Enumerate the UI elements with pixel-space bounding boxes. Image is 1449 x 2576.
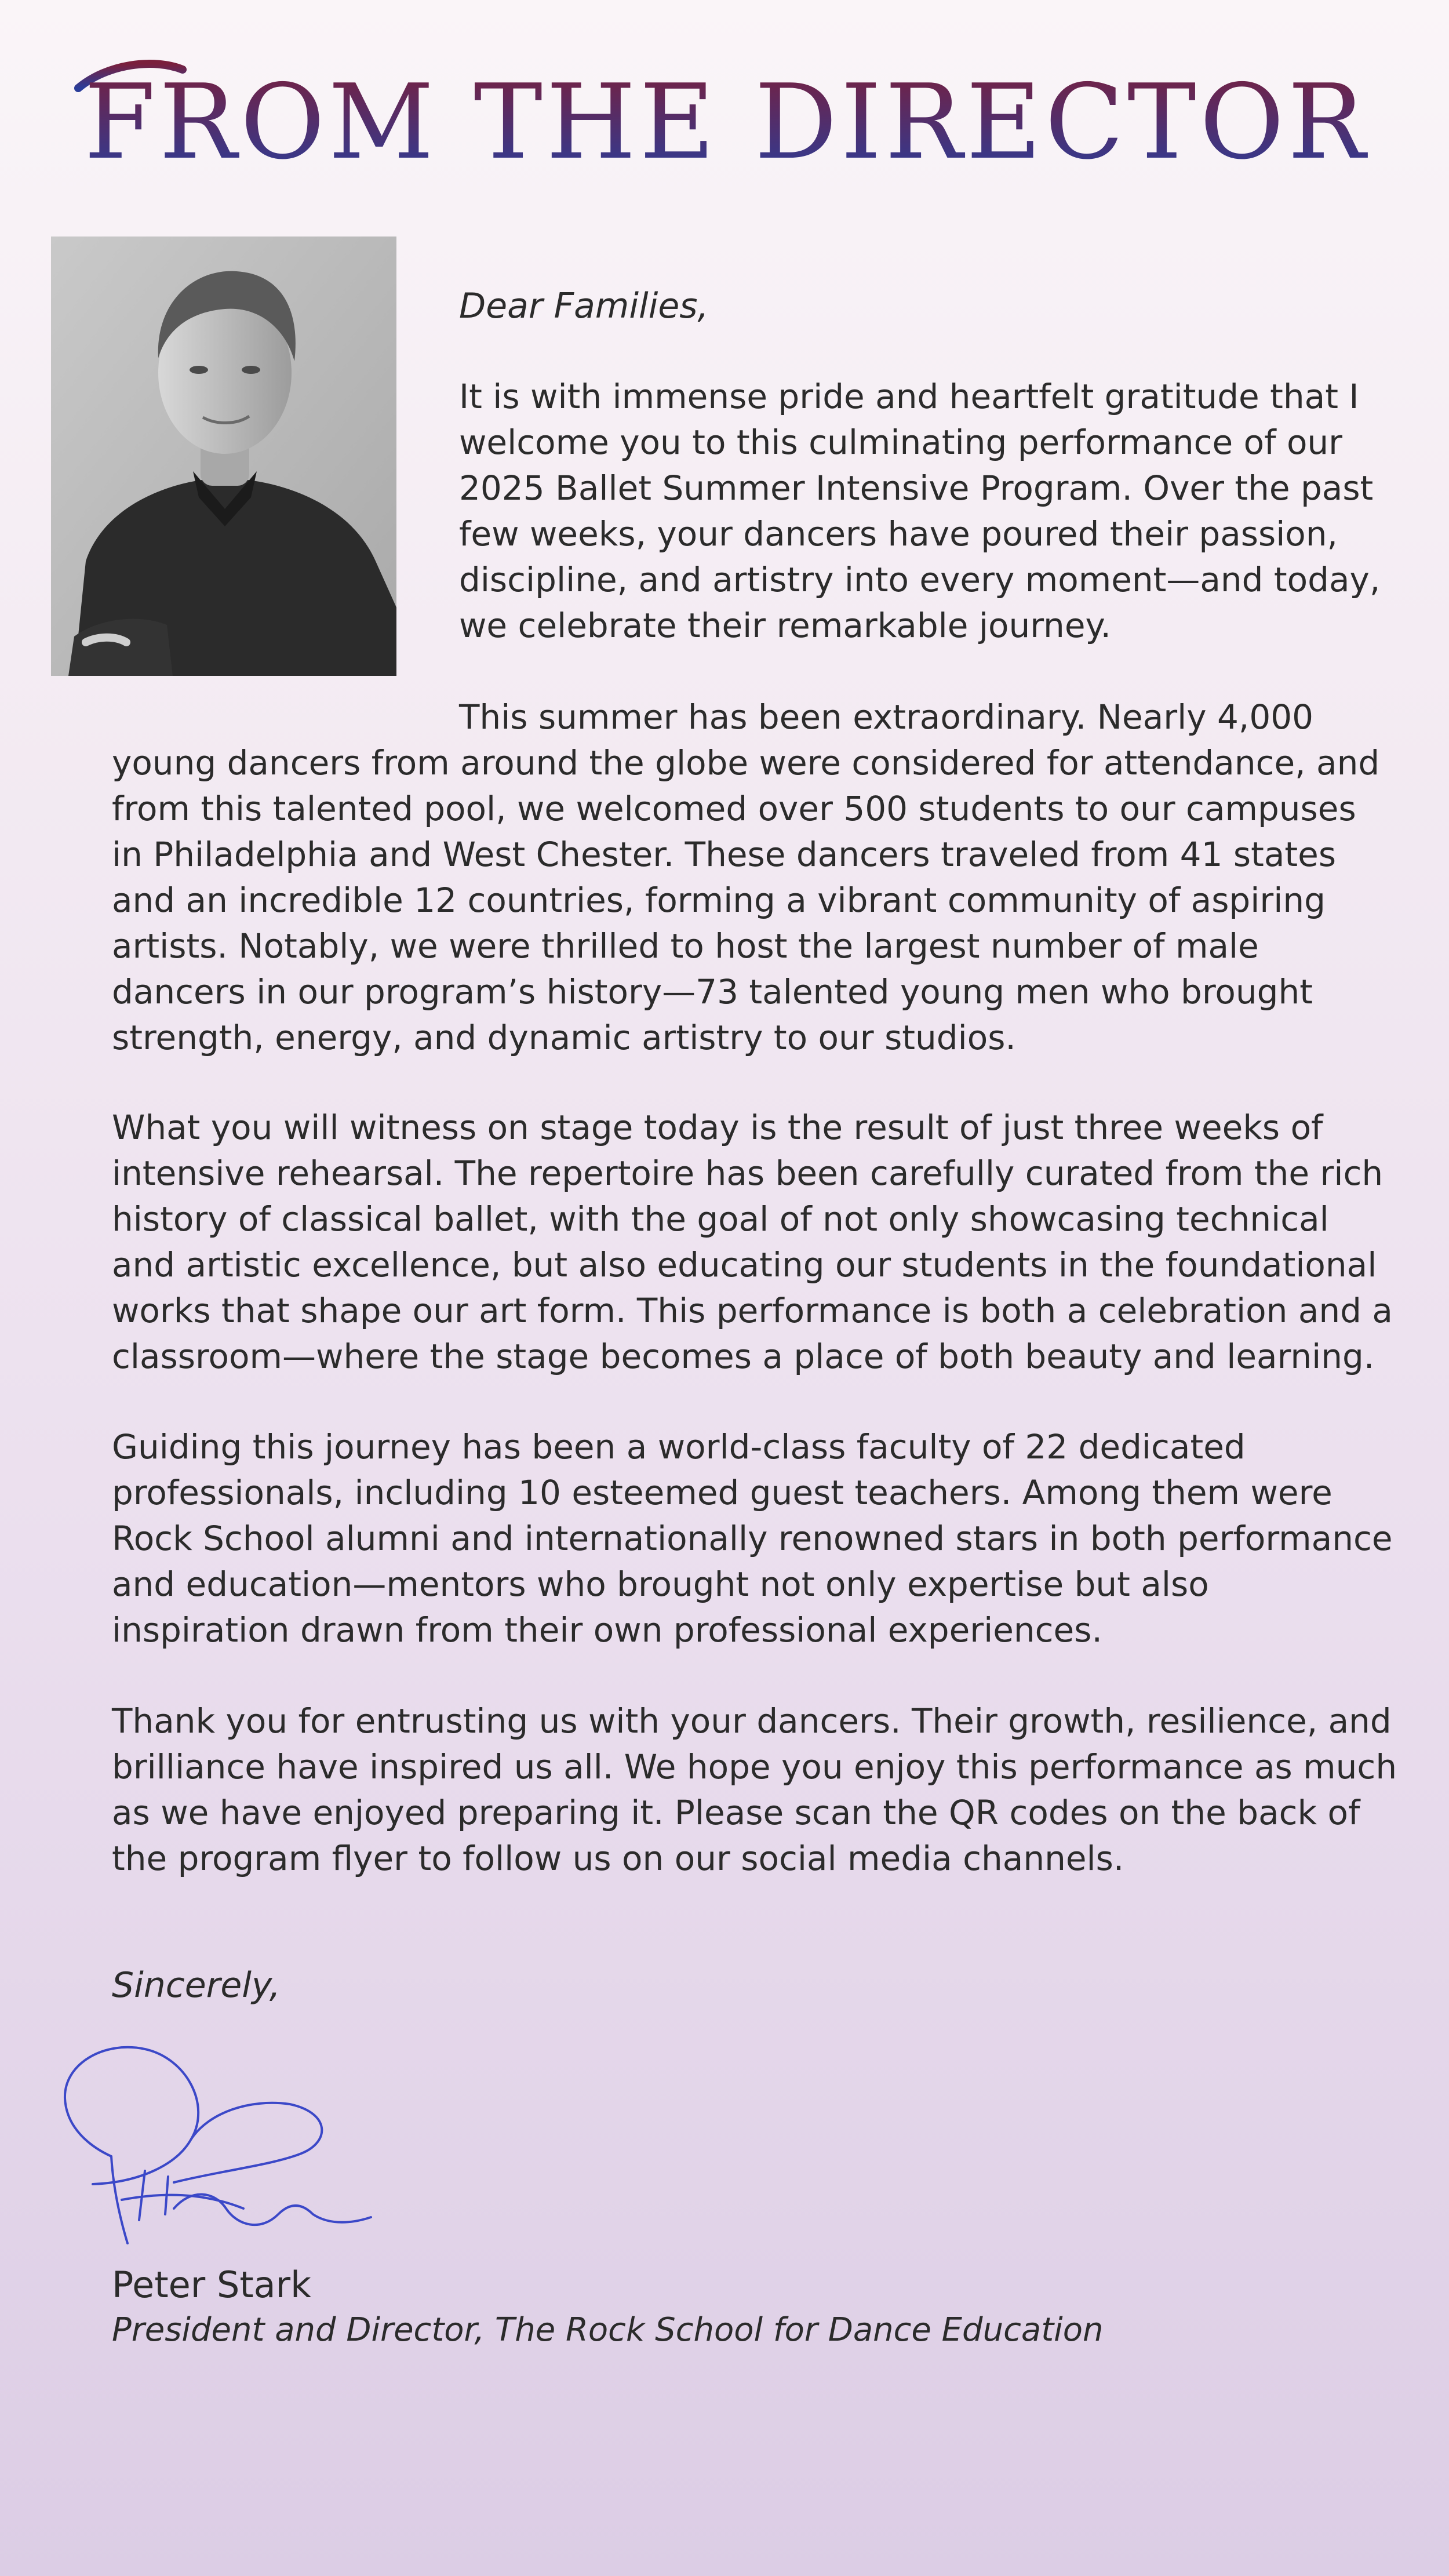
page-title-lettering — [67, 52, 1369, 191]
paragraph-line: works that shape our art form. This performance is both a celebration and a — [112, 1291, 1393, 1330]
paragraph-line: It is with immense pride and heartfelt gratitude that I — [459, 377, 1359, 416]
paragraph-line: few weeks, your dancers have poured their passion, — [459, 514, 1338, 554]
paragraph-line: brilliance have inspired us all. We hope you enjoy this performance as much — [112, 1747, 1397, 1787]
paragraph-line: young dancers from around the globe were considered for attendance, and — [112, 743, 1380, 783]
paragraph-line: dancers in our program’s history—73 talented young men who brought — [112, 972, 1313, 1012]
letter-paragraph-4 — [112, 1424, 1393, 1653]
letter-paragraph-5 — [112, 1698, 1397, 1882]
paragraph-line: This summer has been extraordinary. Nearly 4,000 — [459, 697, 1314, 737]
page-title-text: FROM THE DIRECTOR — [84, 62, 1369, 182]
paragraph-line: from this talented pool, we welcomed over 500 students to our campuses — [112, 789, 1356, 828]
paragraph-line: What you will witness on stage today is the result of just three weeks of — [112, 1108, 1323, 1147]
paragraph-line: history of classical ballet, with the goal of not only showcasing technical — [112, 1199, 1329, 1239]
letter-paragraph-2 — [112, 694, 1379, 1061]
signer-title: President and Director, The Rock School for Dance Education — [112, 2311, 1104, 2349]
paragraph-line: Rock School alumni and internationally renowned stars in both performance — [112, 1519, 1393, 1558]
paragraph-line: and artistic excellence, but also educating our students in the foundational — [112, 1245, 1377, 1285]
director-portrait — [51, 237, 396, 676]
paragraph-line: the program flyer to follow us on our social media channels. — [112, 1839, 1124, 1878]
paragraph-line: Thank you for entrusting us with your dancers. Their growth, resilience, and — [112, 1701, 1392, 1741]
paragraph-line: and education—mentors who brought not only expertise but also — [112, 1564, 1209, 1604]
paragraph-line: strength, energy, and dynamic artistry to our studios. — [112, 1018, 1016, 1057]
paragraph-line: artists. Notably, we were thrilled to host the largest number of male — [112, 926, 1259, 966]
paragraph-line: inspiration drawn from their own professional experiences. — [112, 1610, 1102, 1650]
letter-paragraph-1 — [459, 374, 1380, 649]
paragraph-line: welcome you to this culminating performance of our — [459, 423, 1343, 462]
paragraph-line: we celebrate their remarkable journey. — [459, 606, 1111, 645]
director-photo — [51, 237, 396, 676]
letter-paragraph-3 — [112, 1105, 1393, 1380]
paragraph-line: 2025 Ballet Summer Intensive Program. Over the past — [459, 468, 1374, 508]
page-title — [67, 52, 1369, 191]
paragraph-line: and an incredible 12 countries, forming a vibrant community of aspiring — [112, 881, 1326, 920]
letter-closing: Sincerely, — [112, 1965, 281, 2006]
paragraph-line: in Philadelphia and West Chester. These dancers traveled from 41 states — [112, 835, 1337, 874]
handwritten-signature — [58, 2040, 383, 2255]
signature-drawing — [58, 2040, 383, 2255]
paragraph-line: classroom—where the stage becomes a place of both beauty and learning. — [112, 1337, 1375, 1376]
signer-name: Peter Stark — [112, 2264, 312, 2306]
paragraph-line: as we have enjoyed preparing it. Please scan the QR codes on the back of — [112, 1793, 1360, 1832]
paragraph-line: professionals, including 10 esteemed guest teachers. Among them were — [112, 1473, 1333, 1512]
paragraph-line: intensive rehearsal. The repertoire has been carefully curated from the rich — [112, 1154, 1384, 1193]
paragraph-line: discipline, and artistry into every moment—and today, — [459, 560, 1381, 599]
letter-salutation: Dear Families, — [459, 286, 709, 326]
paragraph-line: Guiding this journey has been a world-class faculty of 22 dedicated — [112, 1427, 1246, 1467]
